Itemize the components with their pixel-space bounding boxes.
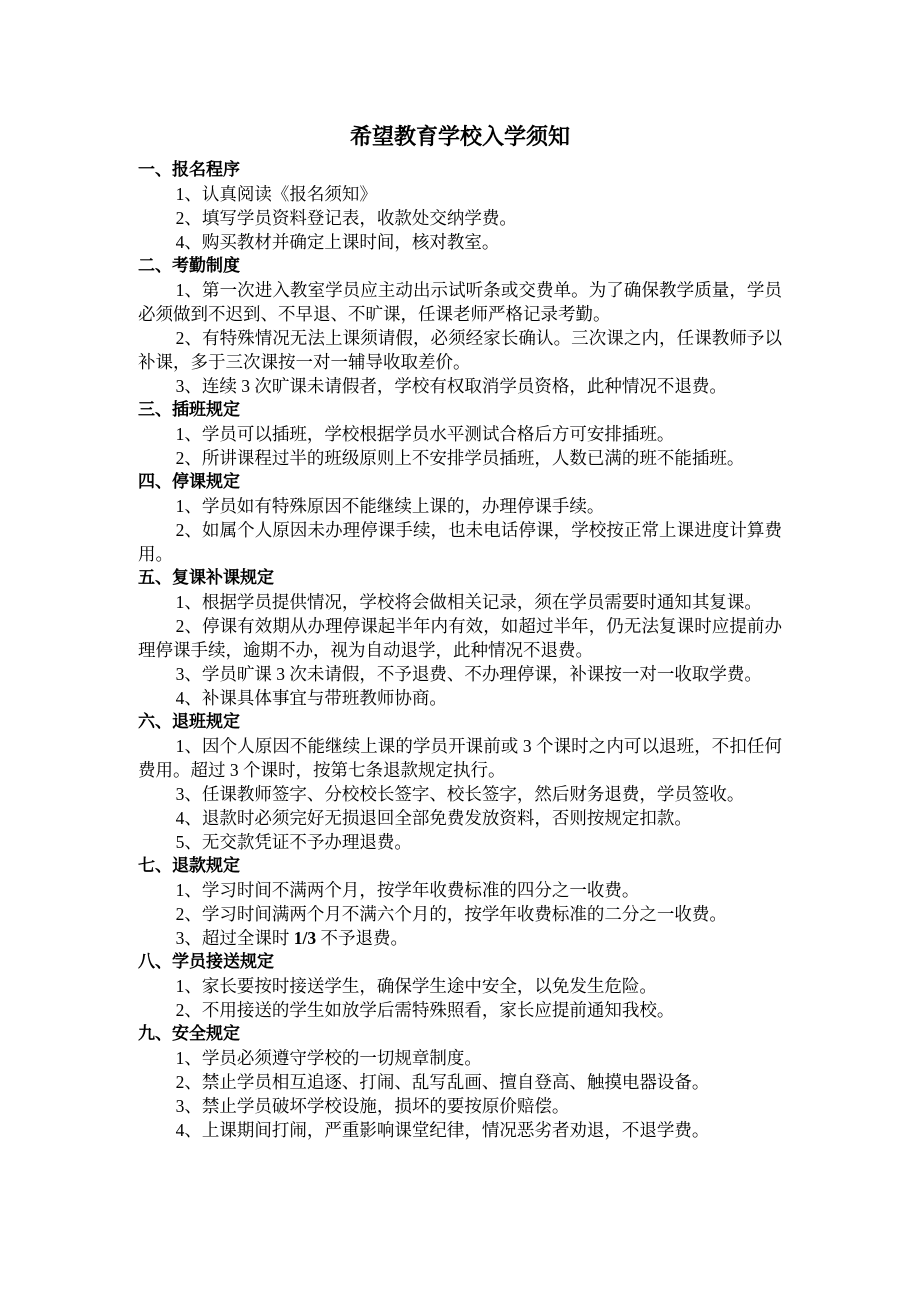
rule-item: 4、购买教材并确定上课时间，核对教室。 [175,232,500,252]
rule-item: 2、学习时间满两个月不满六个月的，按学年收费标准的二分之一收费。 [175,904,727,924]
rule-item-text: 3、超过全课时 [175,928,294,948]
rule-item: 1、学员如有特殊原因不能继续上课的，办理停课手续。 [175,496,605,516]
rule-item: 4、退款时必须完好无损退回全部免费发放资料，否则按规定扣款。 [175,808,692,828]
section-heading: 九、安全规定 [138,1024,240,1043]
section-heading: 三、插班规定 [138,400,240,419]
section-heading: 一、报名程序 [138,160,240,179]
section [138,710,782,854]
rule-item: 4、补课具体事宜与带班教师协商。 [175,688,447,708]
rule-item: 1、第一次进入教室学员应主动出示试听条或交费单。为了确保教学质量，学员必须做到不迟到、不早退、不旷课，任课老师严格记录考勤。 [138,280,782,324]
section-heading: 六、退班规定 [138,712,240,731]
document-page [138,122,782,1142]
rule-item: 1、认真阅读《报名须知》 [175,184,377,204]
rule-item: 1、家长要按时接送学生，确保学生途中安全，以免发生危险。 [175,976,657,996]
rule-item: 1、学习时间不满两个月，按学年收费标准的四分之一收费。 [175,880,640,900]
rule-item: 3、连续 3 次旷课未请假者，学校有权取消学员资格，此种情况不退费。 [175,376,727,396]
rule-item: 2、停课有效期从办理停课起半年内有效，如超过半年，仍无法复课时应提前办理停课手续，逾期不办，视为自动退学，此种情况不退费。 [138,616,782,660]
rule-item: 3、学员旷课 3 次未请假，不予退费、不办理停课，补课按一对一收取学费。 [175,664,762,684]
section-heading: 四、停课规定 [138,472,240,491]
section-heading: 二、考勤制度 [138,256,240,275]
section [138,254,782,398]
rule-item-text: 不予退费。 [316,928,408,948]
rule-item: 5、无交款凭证不予办理退费。 [175,832,412,852]
rule-item: 1、学员可以插班，学校根据学员水平测试合格后方可安排插班。 [175,424,675,444]
section [138,566,782,710]
section [138,470,782,566]
section-heading: 七、退款规定 [138,856,240,875]
section [138,398,782,470]
section [138,158,782,254]
document-body [138,158,782,1142]
section-heading: 五、复课补课规定 [138,568,274,587]
rule-item: 3、任课教师签字、分校校长签字、校长签字，然后财务退费，学员签收。 [175,784,745,804]
section [138,950,782,1022]
rule-item: 2、有特殊情况无法上课须请假，必须经家长确认。三次课之内，任课教师予以补课，多于三次课按一对一辅导收取差价。 [138,328,782,372]
rule-item: 2、不用接送的学生如放学后需特殊照看，家长应提前通知我校。 [175,1000,675,1020]
section-heading: 八、学员接送规定 [138,952,274,971]
section [138,1022,782,1142]
rule-item: 2、所讲课程过半的班级原则上不安排学员插班，人数已满的班不能插班。 [175,448,745,468]
rule-item-emphasis: 1/3 [293,928,317,948]
section [138,854,782,950]
document-title: 希望教育学校入学须知 [349,124,570,149]
rule-item: 1、学员必须遵守学校的一切规章制度。 [175,1048,482,1068]
rule-item: 1、因个人原因不能继续上课的学员开课前或 3 个课时之内可以退班，不扣任何费用。超过 3 个课时，按第七条退款规定执行。 [138,736,782,780]
rule-item: 3、禁止学员破坏学校设施，损坏的要按原价赔偿。 [175,1096,570,1116]
rule-item: 2、填写学员资料登记表，收款处交纳学费。 [175,208,517,228]
rule-item: 1、根据学员提供情况，学校将会做相关记录，须在学员需要时通知其复课。 [175,592,762,612]
rule-item [138,926,782,950]
rule-item: 2、如属个人原因未办理停课手续，也未电话停课，学校按正常上课进度计算费用。 [138,520,782,564]
rule-item: 4、上课期间打闹，严重影响课堂纪律，情况恶劣者劝退，不退学费。 [175,1120,710,1140]
rule-item: 2、禁止学员相互追逐、打闹、乱写乱画、擅自登高、触摸电器设备。 [175,1072,710,1092]
